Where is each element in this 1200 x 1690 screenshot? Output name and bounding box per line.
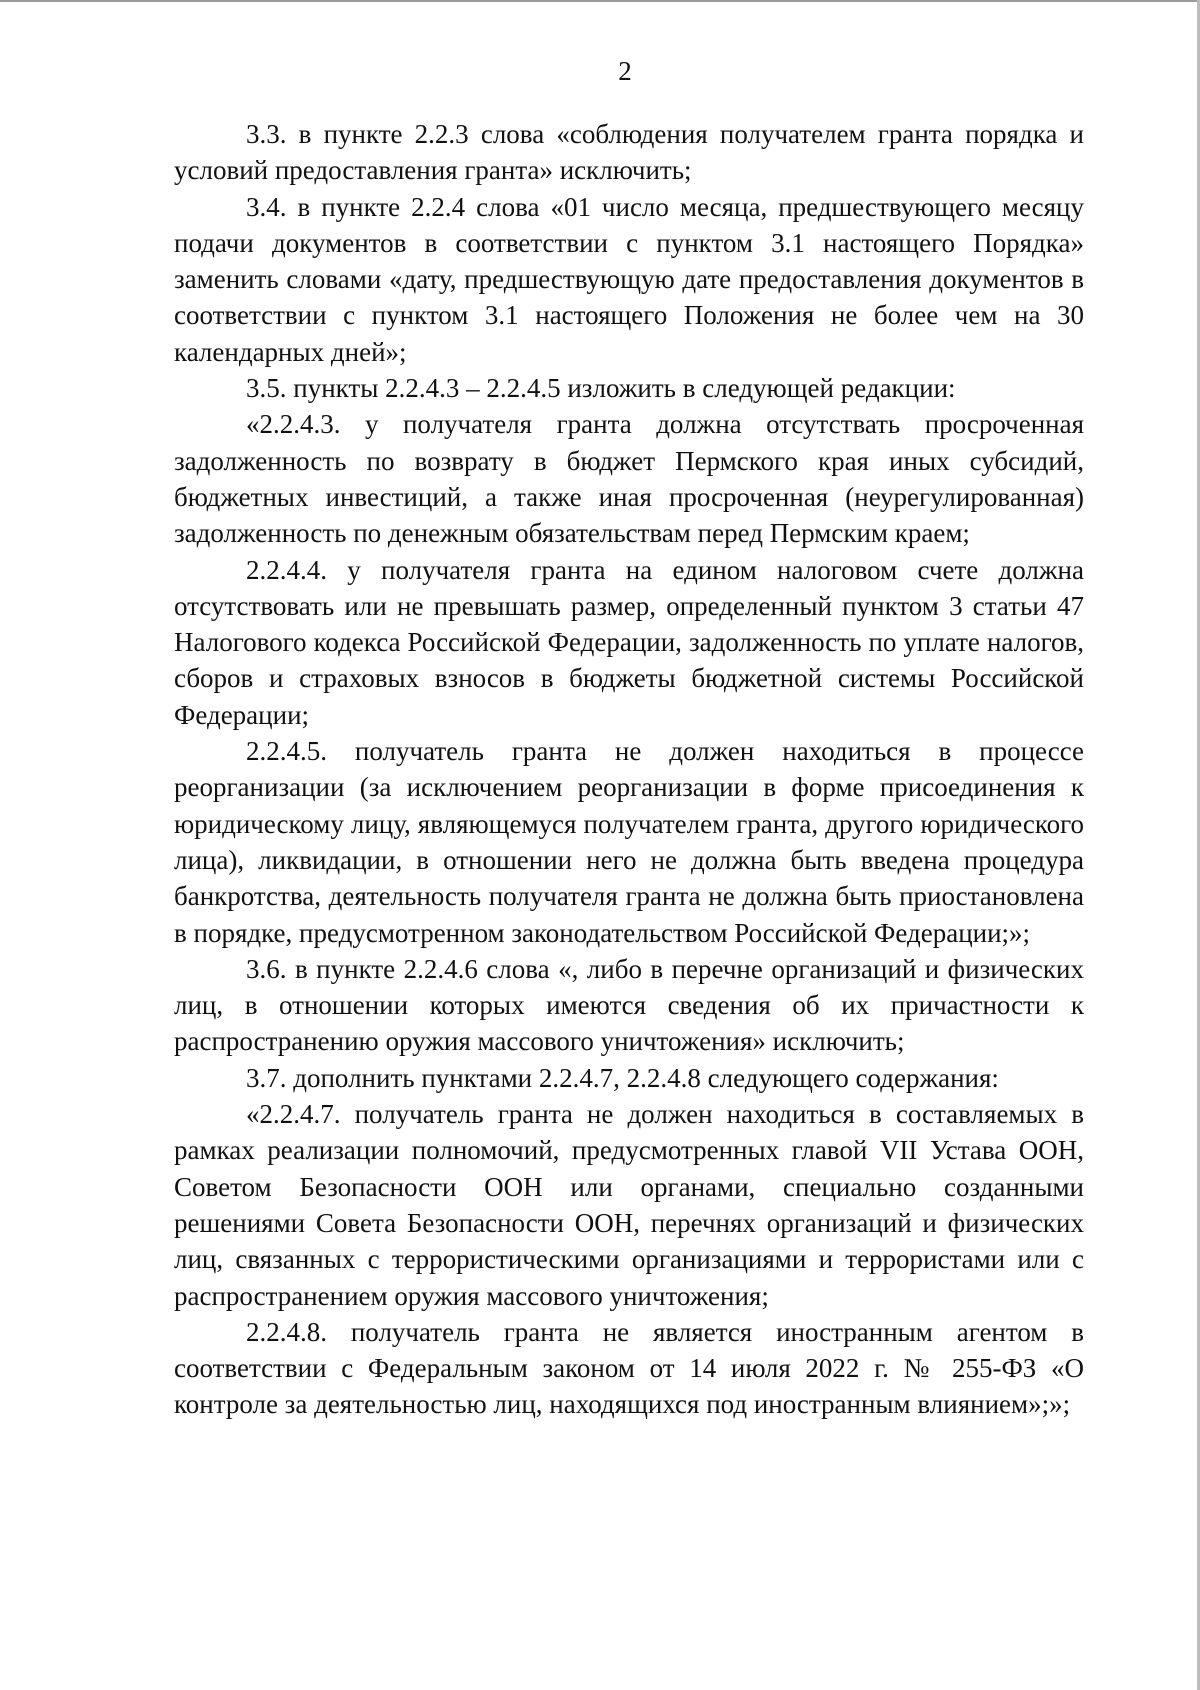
paragraph-3-3: 3.3. в пункте 2.2.3 слова «соблюдения получателем гранта порядка и условий предоставления гранта» исключить; xyxy=(174,119,1084,186)
paragraph-3-6: 3.6. в пункте 2.2.4.6 слова «, либо в перечне организаций и физических лиц, в отношении которых имеются сведения об их причастности к распространению оружия массового уничтожения» исключить; xyxy=(174,953,1084,1057)
page-number: 2 xyxy=(618,56,632,86)
paragraph-2-2-4-7: «2.2.4.7. получатель гранта не должен находиться в составляемых в рамках реализации полномочий, предусмотренных главой VII Устава ООН, Советом Безопасности ООН или органами, специально созданными решениями Совета Безопасности ООН, перечнях организаций и физических лиц, связанных с террористическими организациями и террористами или с распространением оружия массового уничтожения; xyxy=(174,1099,1084,1311)
paragraph-3-4: 3.4. в пункте 2.2.4 слова «01 число месяца, предшествующего месяцу подачи документов в соответствии с пунктом 3.1 настоящего Порядка» заменить словами «дату, предшествующую дате предоставления документов в соответствии с пунктом 3.1 настоящего Положения не более чем на 30 календарных дней»; xyxy=(174,191,1084,367)
scan-edge-top xyxy=(0,0,1200,2)
paragraph-2-2-4-5: 2.2.4.5. получатель гранта не должен находиться в процессе реорганизации (за исключением реорганизации в форме присоединения к юридическому лицу, являющемуся получателем гранта, другого юридического лица), ликвидации, в отношении него не должна быть введена процедура банкротства, деятельность получателя гранта не должна быть приостановлена в порядке, предусмотренном законодательством Российской Федерации;»; xyxy=(174,736,1084,948)
paragraph-2-2-4-4: 2.2.4.4. у получателя гранта на едином налоговом счете должна отсутствовать или не превышать размер, определенный пунктом 3 статьи 47 Налогового кодекса Российской Федерации, задолженность по уплате налогов, сборов и страховых взносов в бюджеты бюджетной системы Российской Федерации; xyxy=(174,554,1084,730)
paragraph-2-2-4-8: 2.2.4.8. получатель гранта не является иностранным агентом в соответствии с Федеральным законом от 14 июля 2022 г. № 255-ФЗ «О контроле за деятельностью лиц, находящихся под иностранным влиянием»;»; xyxy=(174,1316,1084,1420)
paragraph-2-2-4-3: «2.2.4.3. у получателя гранта должна отсутствать просроченная задолженность по возврату в бюджет Пермского края иных субсидий, бюджетных инвестиций, а также иная просроченная (неурегулированная) задолженность по денежным обязательствам перед Пермским краем; xyxy=(174,409,1084,549)
document-body xyxy=(174,116,1084,1423)
paragraph-3-7: 3.7. дополнить пунктами 2.2.4.7, 2.2.4.8 следующего содержания: xyxy=(246,1062,999,1093)
paragraph-3-5: 3.5. пункты 2.2.4.3 – 2.2.4.5 изложить в следующей редакции: xyxy=(246,373,956,404)
